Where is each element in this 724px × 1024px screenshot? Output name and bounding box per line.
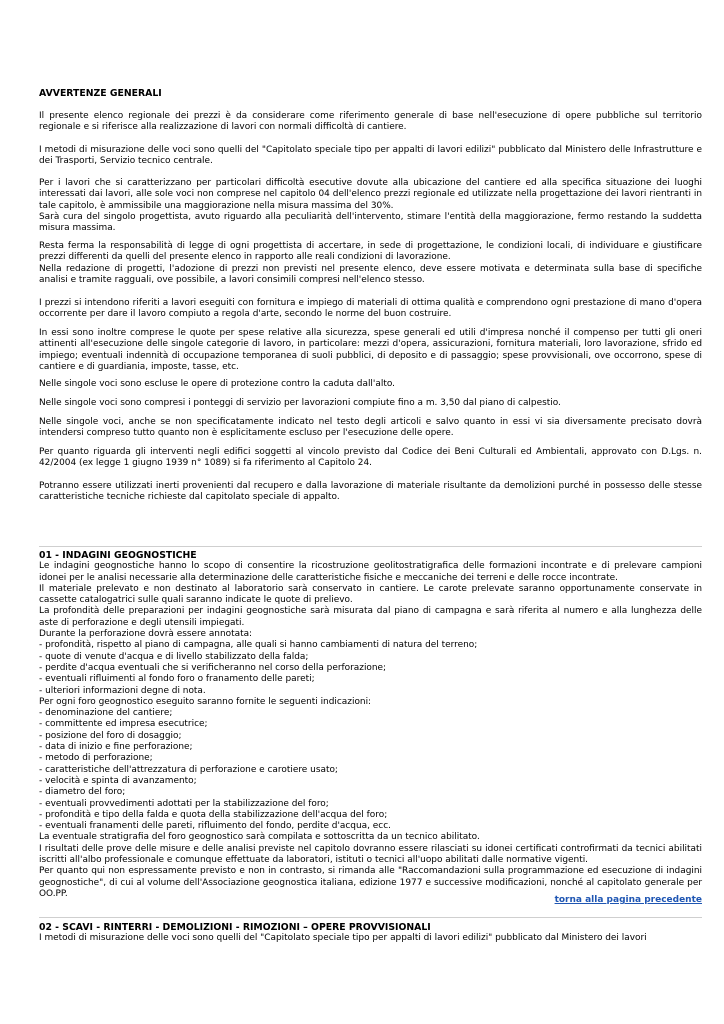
section-01-line: - eventuali rifluimenti al fondo foro o franamento delle pareti; — [39, 674, 315, 685]
section-01-line: - profondità, rispetto al piano di campagna, alle quali si hanno cambiamenti di natura del terreno; — [39, 640, 478, 651]
section-01-line: - committente ed impresa esecutrice; — [39, 719, 208, 730]
section-01-line: Per ogni foro geognostico eseguito saranno fornite le seguenti indicazioni: — [39, 696, 372, 707]
avvertenze-para-8 — [39, 398, 702, 409]
section-01-heading: 01 - INDAGINI GEOGNOSTICHE — [39, 550, 197, 561]
paragraph: Nella redazione di progetti, l'adozione di prezzi non previsti nel presente elenco, deve essere motivata e determinata sulla base di specifiche analisi e tramite ragguali, ove possibile, a lavori consimili compresi nell'elenco stesso. — [39, 263, 702, 285]
section-01-line: Per quanto qui non espressamente previsto e non in contrasto, si rimanda alle "Raccomandazioni sulla programmazione ed esecuzione di indagini geognostiche", di cui al volume dell'Associazione geognostica italiana, edizione 1977 e successive modificazioni, nonché al capitolato generale per OO.PP. — [39, 866, 702, 899]
section-01-line: - eventuali provvedimenti adottati per la stabilizzazione del foro; — [39, 798, 329, 809]
section-divider — [39, 546, 702, 547]
section-01-line: I risultati delle prove delle misure e delle analisi previste nel capitolo dovranno essere rilasciati su idonei certificati controfirmati da tecnici abilitati iscritti all'albo professionale e comunque effettuate da laboratori, istituti o tecnici all'uopo abilitati dalle normative vigenti. — [39, 843, 702, 866]
avvertenze-para-3 — [39, 178, 702, 234]
paragraph: Nelle singole voci sono escluse le opere di protezione contro la caduta dall'alto. — [39, 379, 395, 389]
section-01-line: - profondità e tipo della falda e quota della stabilizzazione dell'acqua del foro; — [39, 809, 388, 820]
avvertenze-heading: AVVERTENZE GENERALI — [39, 88, 162, 99]
paragraph: Per quanto riguarda gli interventi negli edifici soggetti al vincolo previsto dal Codice dei Beni Culturali ed Ambientali, approvato con D.Lgs. n. 42/2004 (ex legge 1 giugno 1939 n° 1089) si fa riferimento al Capitolo 24. — [39, 447, 702, 469]
back-link[interactable]: torna alla pagina precedente — [554, 895, 702, 905]
section-01-line: - metodo di perforazione; — [39, 753, 153, 764]
paragraph: Resta ferma la responsabilità di legge di ogni progettista di accertare, in sede di progettazione, le condizioni locali, di individuare e giustificare prezzi differenti da quelli del presente elenco in rapporto alle reali condizioni di lavorazione. — [39, 241, 702, 263]
paragraph: Il presente elenco regionale dei prezzi è da considerare come riferimento generale di base nell'esecuzione di opere pubbliche sul territorio regionale e si riferisce alla realizzazione di lavori con normali difficoltà di cantiere. — [39, 111, 702, 133]
avvertenze-para-2 — [39, 145, 702, 168]
section-divider — [39, 917, 702, 918]
paragraph: Nelle singole voci sono compresi i ponteggi di servizio per lavorazioni compiute fino a m. 3,50 dal piano di calpestio. — [39, 398, 561, 408]
paragraph: Potranno essere utilizzati inerti provenienti dal recupero e dalla lavorazione di materiale risultante da demolizioni purché in possesso delle stesse caratteristiche tecniche richieste dal capitolato speciale di appalto. — [39, 481, 702, 503]
avvertenze-para-11 — [39, 481, 702, 504]
avvertenze-para-4 — [39, 241, 702, 286]
section-01-line: - quote di venute d'acqua e di livello stabilizzato della falda; — [39, 651, 309, 662]
paragraph: Nelle singole voci, anche se non specificatamente indicato nel testo degli articoli e salvo quanto in essi vi sia diversamente precisato dovrà intendersi compreso tutto quanto non è esplicitamente escluso per l'esecuzione delle opere. — [39, 417, 702, 439]
avvertenze-para-1 — [39, 111, 702, 134]
section-01-line: - velocità e spinta di avanzamento; — [39, 775, 197, 786]
paragraph: Per i lavori che si caratterizzano per particolari difficoltà esecutive dovute alla ubicazione del cantiere ed alla specifica situazione dei luoghi interessati dai lavori, alle sole voci non comprese nel capitolo 04 dell'elenco prezzi regionale ed utilizzate nella progettazione dei lavori rientranti in tale capitolo, è ammissibile una maggiorazione nella misura massima del 30%. — [39, 178, 702, 211]
paragraph: I prezzi si intendono riferiti a lavori eseguiti con fornitura e impiego di materiali di ottima qualità e comprendono ogni prestazione di mano d'opera occorrente per dare il lavoro compiuto a regola d'arte, secondo le norme del buon costruire. — [39, 298, 702, 320]
section-01-line: - caratteristiche dell'attrezzatura di perforazione e carotiere usato; — [39, 764, 338, 775]
section-01-line: Le indagini geognostiche hanno lo scopo di consentire la ricostruzione geolitostratigrafica delle formazioni incontrate e di prelevare campioni idonei per le analisi necessarie alla determinazione delle caratteristiche fisiche e meccaniche dei terreni e delle rocce incontrate. — [39, 561, 702, 583]
avvertenze-heading-wrap — [39, 88, 702, 99]
section-01-line: Durante la perforazione dovrà essere annotata: — [39, 629, 253, 640]
section-01-line: - eventuali franamenti delle pareti, rifluimento del fondo, perdite d'acqua, ecc. — [39, 821, 391, 832]
paragraph: Sarà cura del singolo progettista, avuto riguardo alla peculiarità dell'intervento, stimare l'entità della maggiorazione, fermo restando la suddetta misura massima. — [39, 211, 702, 234]
section-02 — [39, 922, 702, 945]
section-02-heading: 02 - SCAVI - RINTERRI - DEMOLIZIONI - RIMOZIONI – OPERE PROVVISIONALI — [39, 922, 431, 933]
section-01-line: Il materiale prelevato e non destinato al laboratorio sarà conservato in cantiere. Le carote prelevate saranno opportunamente conservate in cassette catalogatrici sulle quali saranno indicate le quote di prelievo. — [39, 583, 702, 606]
paragraph: I metodi di misurazione delle voci sono quelli del "Capitolato speciale tipo per appalti di lavori edilizi" pubblicato dal Ministero delle Infrastrutture e dei Trasporti, Servizio tecnico centrale. — [39, 145, 702, 167]
section-02-line: I metodi di misurazione delle voci sono quelli del "Capitolato speciale tipo per appalti di lavori edilizi" pubblicato dal Ministero dei lavori — [39, 933, 647, 944]
section-01-line: - ulteriori informazioni degne di nota. — [39, 685, 206, 696]
avvertenze-para-10 — [39, 447, 702, 470]
avvertenze-para-7 — [39, 379, 702, 390]
section-01-line: - denominazione del cantiere; — [39, 708, 173, 719]
section-01-line: La eventuale stratigrafia del foro geognostico sarà compilata e sottoscritta da un tecnico abilitato. — [39, 832, 480, 843]
section-01-line: - perdite d'acqua eventuali che si verificheranno nel corso della perforazione; — [39, 662, 387, 673]
section-01 — [39, 550, 702, 900]
section-01-line: - diametro del foro; — [39, 787, 126, 798]
section-01-line: La profondità delle preparazioni per indagini geognostiche sarà misurata dal piano di campagna e sarà riferita al numero e alla lunghezza delle aste di perforazione e degli utensili impiegati. — [39, 606, 702, 628]
section-01-line: - data di inizio e fine perforazione; — [39, 742, 193, 753]
paragraph: In essi sono inoltre comprese le quote per spese relative alla sicurezza, spese generali ed utili d'impresa nonché il compenso per tutti gli oneri attinenti all'esecuzione delle singole categorie di lavoro, in particolare: mezzi d'opera, assicurazioni, fornitura materiali, loro lavorazione, sfrido ed impiego; eventuali indennità di occupazione temporanea di suoli pubblici, di deposito e di passaggio; spese provvisionali, ove occorrono, spese di cantiere e di guardiania, imposte, tasse, etc. — [39, 328, 702, 372]
avvertenze-para-6 — [39, 328, 702, 373]
avvertenze-para-9 — [39, 417, 702, 440]
avvertenze-para-5 — [39, 298, 702, 321]
section-01-line: - posizione del foro di dosaggio; — [39, 730, 182, 741]
